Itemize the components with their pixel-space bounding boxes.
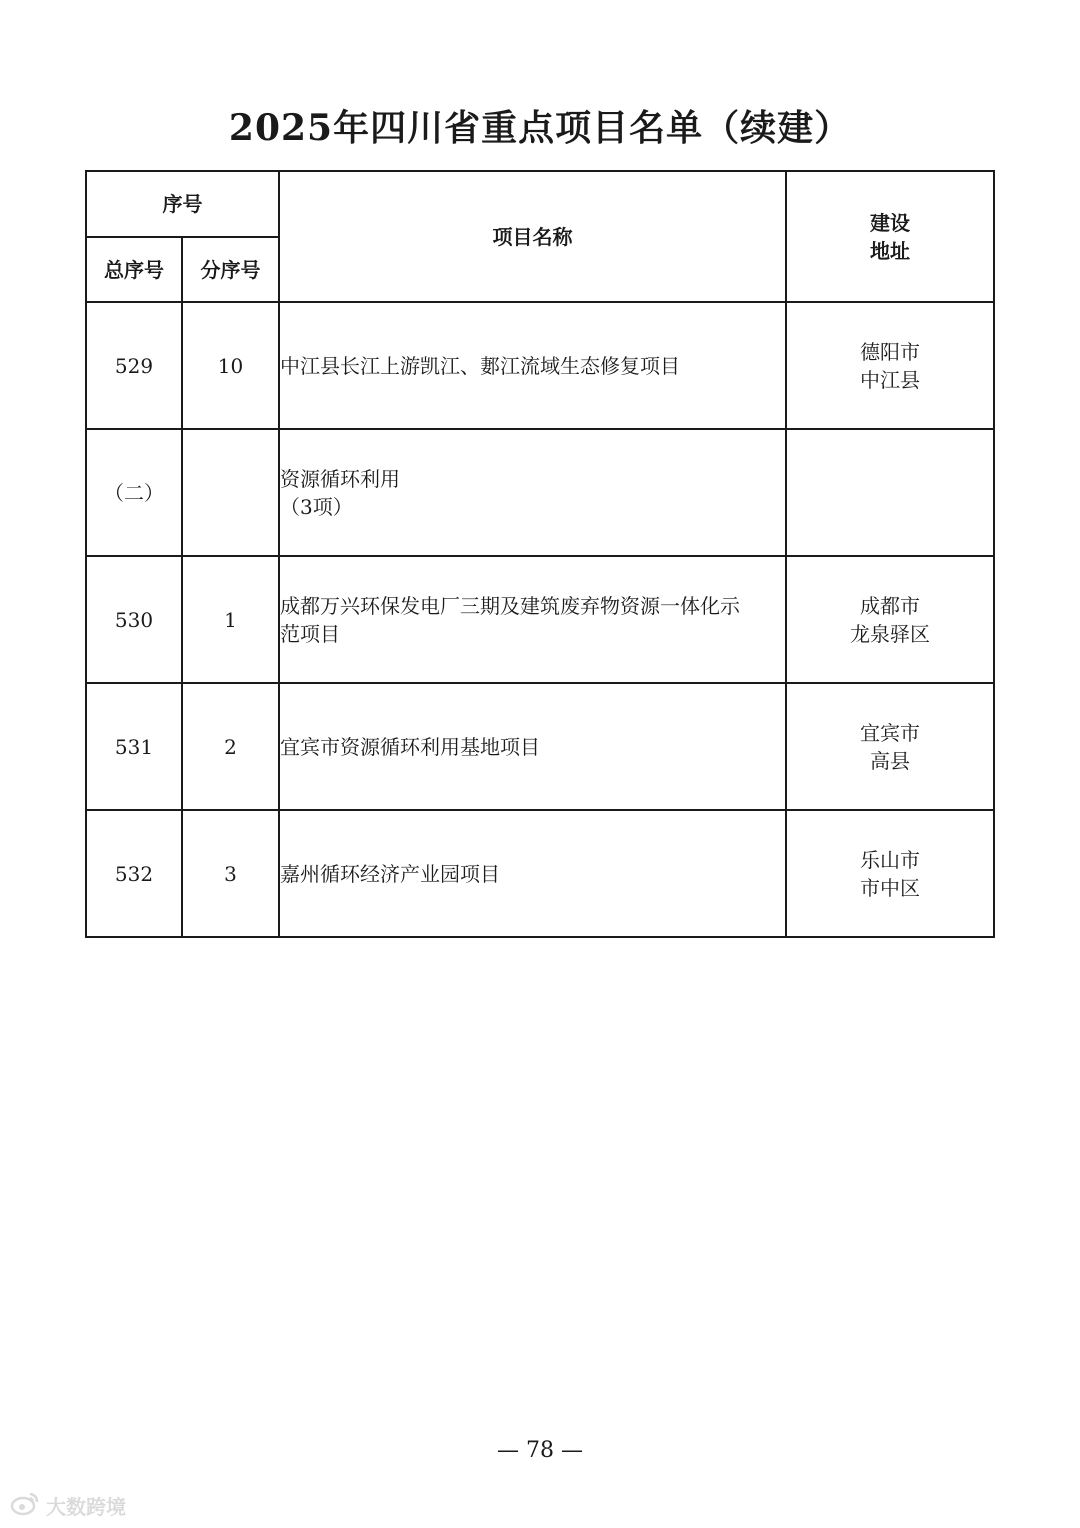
- project-name-line1: 宜宾市资源循环利用基地项目: [280, 734, 540, 759]
- total-seq-cell: 531: [86, 683, 182, 810]
- total-seq-header: 总序号: [86, 237, 182, 302]
- location-cell: [786, 683, 994, 810]
- location-line1: 德阳市: [860, 339, 920, 364]
- weibo-logo-icon: [10, 1490, 40, 1520]
- location-cell: [786, 429, 994, 556]
- location-line2: 中江县: [860, 367, 920, 392]
- location-cell: [786, 302, 994, 429]
- sub-seq-cell: 1: [182, 556, 279, 683]
- total-seq-cell: （二）: [86, 429, 182, 556]
- project-name-cell: [279, 302, 786, 429]
- total-seq-cell: 529: [86, 302, 182, 429]
- location-line1: 乐山市: [860, 847, 920, 872]
- sub-seq-cell: 10: [182, 302, 279, 429]
- seq-group-header: 序号: [86, 171, 279, 237]
- category-count-line: （3项）: [280, 494, 353, 519]
- project-name-header: 项目名称: [279, 171, 786, 302]
- project-name-cell: [279, 556, 786, 683]
- document-title: 2025年四川省重点项目名单（续建）: [228, 107, 852, 149]
- location-line2: 高县: [870, 748, 910, 773]
- header-row-top: [86, 171, 994, 237]
- project-name-line1: 成都万兴环保发电厂三期及建筑废弃物资源一体化示: [280, 593, 740, 618]
- location-header: [786, 171, 994, 302]
- sub-seq-cell: 2: [182, 683, 279, 810]
- project-name-line2: 范项目: [280, 621, 340, 646]
- location-line2: 龙泉驿区: [850, 621, 930, 646]
- location-line1: 宜宾市: [860, 720, 920, 745]
- watermark: [10, 1490, 126, 1520]
- location-line2: 市中区: [860, 875, 920, 900]
- page-number: — 78 —: [497, 1438, 583, 1463]
- location-line1: 成都市: [860, 593, 920, 618]
- project-name-cell: [279, 683, 786, 810]
- project-name-line1: 中江县长江上游凯江、郪江流域生态修复项目: [280, 353, 680, 378]
- location-cell: [786, 556, 994, 683]
- table-row: [86, 810, 994, 937]
- sub-seq-header: 分序号: [182, 237, 279, 302]
- category-name-line1: 资源循环利用: [280, 466, 400, 491]
- table-row: [86, 556, 994, 683]
- project-name-line1: 嘉州循环经济产业园项目: [280, 861, 500, 886]
- location-cell: [786, 810, 994, 937]
- table-row-category: [86, 429, 994, 556]
- sub-seq-cell: 3: [182, 810, 279, 937]
- table-row: [86, 302, 994, 429]
- watermark-text: 大数跨境: [46, 1494, 126, 1519]
- project-name-cell: [279, 810, 786, 937]
- total-seq-cell: 530: [86, 556, 182, 683]
- location-header-line2: 地址: [870, 238, 910, 263]
- sub-seq-cell: [182, 429, 279, 556]
- location-header-line1: 建设: [870, 210, 910, 235]
- project-table: [85, 170, 995, 938]
- table-row: [86, 683, 994, 810]
- total-seq-cell: 532: [86, 810, 182, 937]
- category-name-cell: [279, 429, 786, 556]
